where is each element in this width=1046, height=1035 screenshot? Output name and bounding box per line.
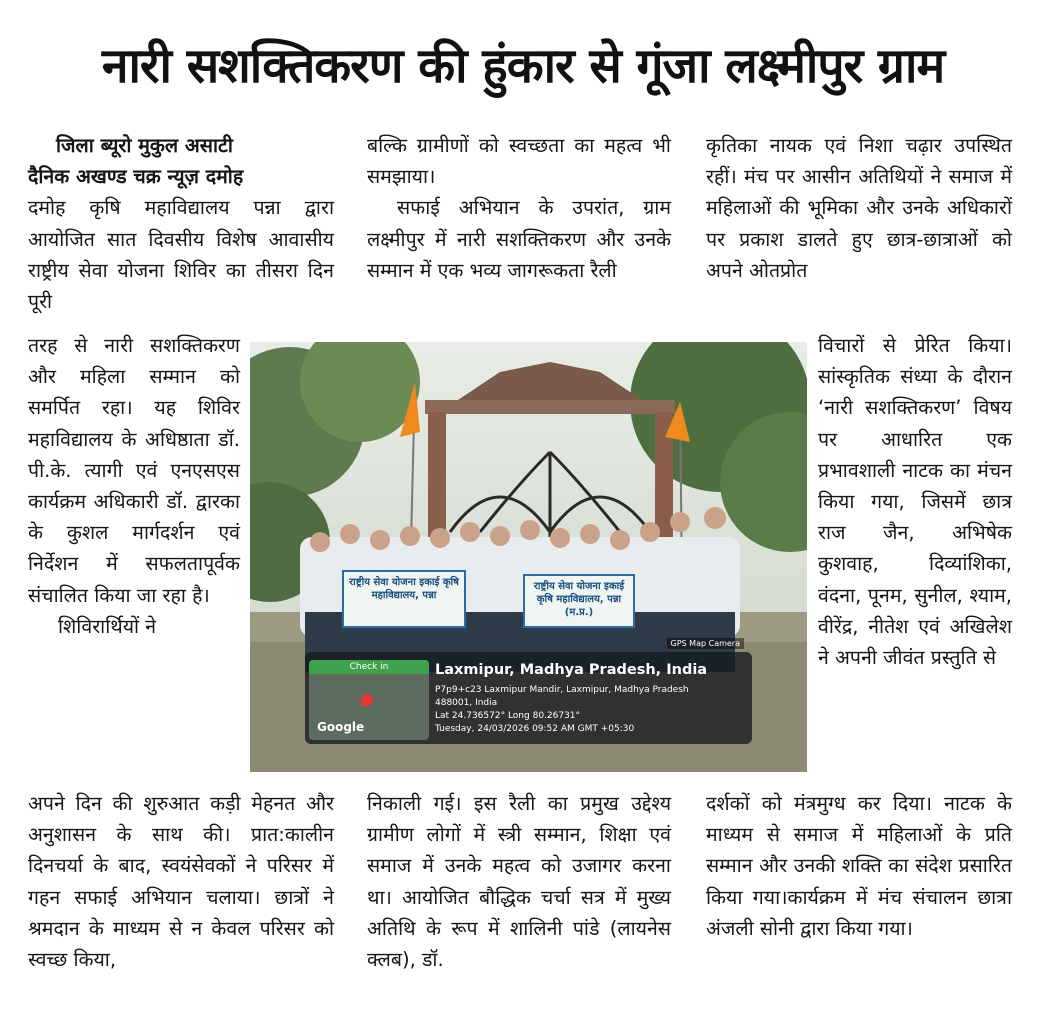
gps-camera-label: GPS Map Camera [667, 638, 744, 649]
byline-newspaper: दैनिक अखण्ड चक्र न्यूज़ दमोह [28, 165, 244, 189]
article-paragraph: विचारों से प्रेरित किया। सांस्कृतिक संध्या के दौरान ‘नारी सशक्तिकरण’ विषय पर आधारित एक प्रभावशाली नाटक का मंचन किया गया, जिसमें छात्र राज जैन, अभिषेक कुशवाह, दिव्यांशिका, वंदना, पूनम, सुनील, श्याम, वीरेंद्र, नीतेश एवं अखिलेश ने अपनी जीवंत प्रस्तुति से [818, 334, 1012, 670]
gate-beam [425, 400, 675, 414]
article-paragraph: सफाई अभियान के उपरांत, ग्राम लक्ष्मीपुर में नारी सशक्तिकरण और उनके सम्मान में एक भव्य जागरूकता रैली [367, 196, 671, 282]
article-paragraph: तरह से नारी सशक्तिकरण और महिला सम्मान को समर्पित रहा। यह शिविर महाविद्यालय के अधिष्ठाता डॉ. पी.के. त्यागी एवं एनएसएस कार्यक्रम अधिकारी डॉ. द्वारका के कुशल मार्गदर्शन एवं निर्देशन में सफलतापूर्वक संचालित किया जा रहा है। [28, 334, 240, 607]
article-paragraph: कृतिका नायक एवं निशा चढ़ार उपस्थित रहीं। मंच पर आसीन अतिथियों ने समाज में महिलाओं की भूमिका और उनके अधिकारों पर प्रकाश डालते हुए छात्र-छात्राओं को अपने ओतप्रोत [706, 134, 1012, 282]
headline: नारी सशक्तिकरण की हुंकार से गूंजा लक्ष्मीपुर ग्राम [101, 38, 945, 94]
column-1-bottom [28, 788, 334, 975]
article-paragraph: निकाली गई। इस रैली का प्रमुख उद्देश्य ग्रामीण लोगों में स्त्री सम्मान, शिक्षा एवं समाज में उनके महत्व को उजागर करना था। आयोजित बौद्धिक चर्चा सत्र में मुख्य अतिथि के रूप में शालिनी पांडे (लायनेस क्लब), डॉ. [367, 792, 671, 972]
geotag-pincode: 488001, India [435, 698, 498, 708]
geotag-address: P7p9+c23 Laxmipur Mandir, Laxmipur, Madhya Pradesh [435, 685, 689, 695]
banner-left: राष्ट्रीय सेवा योजना इकाई कृषि महाविद्यालय, पन्ना [342, 570, 466, 628]
geotag-coords: Lat 24.736572° Long 80.26731° [435, 711, 581, 721]
column-3-bottom [706, 788, 1012, 944]
geotag-map [309, 660, 429, 740]
banner-right: राष्ट्रीय सेवा योजना इकाई कृषि महाविद्यालय, पन्ना (म.प्र.) [523, 574, 635, 628]
map-pin-icon [361, 694, 373, 706]
column-1-wrap [28, 330, 240, 642]
byline-bureau: जिला ब्यूरो मुकुल असाटी [56, 134, 233, 157]
article-paragraph: दमोह कृषि महाविद्यालय पन्ना द्वारा आयोजित सात दिवसीय विशेष आवासीय राष्ट्रीय सेवा योजना शिविर का तीसरा दिन पूरी [28, 196, 334, 314]
geotag-overlay [305, 639, 752, 744]
article-paragraph: शिविरार्थियों ने [58, 614, 157, 638]
column-3-wrap [818, 330, 1012, 673]
article-paragraph: दर्शकों को मंत्रमुग्ध कर दिया। नाटक के माध्यम से समाज में महिलाओं के प्रति सम्मान और उनकी शक्ति का संदेश प्रसारित किया गया।कार्यक्रम में मंच संचालन छात्रा अंजली सोनी द्वारा किया गया। [706, 792, 1012, 940]
article-paragraph: अपने दिन की शुरुआत कड़ी मेहनत और अनुशासन के साथ की। प्रात:कालीन दिनचर्या के बाद, स्वयंसेवकों ने परिसर में गहन सफाई अभियान चलाया। छात्रों ने श्रमदान के माध्यम से न केवल परिसर को स्वच्छ किया, [28, 792, 334, 972]
geotag-datetime: Tuesday, 24/03/2026 09:52 AM GMT +05:30 [435, 724, 635, 734]
column-2 [367, 130, 671, 286]
news-photo [250, 342, 807, 772]
column-3 [706, 130, 1012, 286]
column-2-bottom [367, 788, 671, 975]
google-logo: Google [317, 720, 365, 734]
column-1 [28, 130, 334, 317]
check-in-label: Check in [309, 660, 429, 674]
article-paragraph: बल्कि ग्रामीणों को स्वच्छता का महत्व भी समझाया। [367, 134, 671, 189]
geotag-title: Laxmipur, Madhya Pradesh, India [435, 662, 708, 678]
